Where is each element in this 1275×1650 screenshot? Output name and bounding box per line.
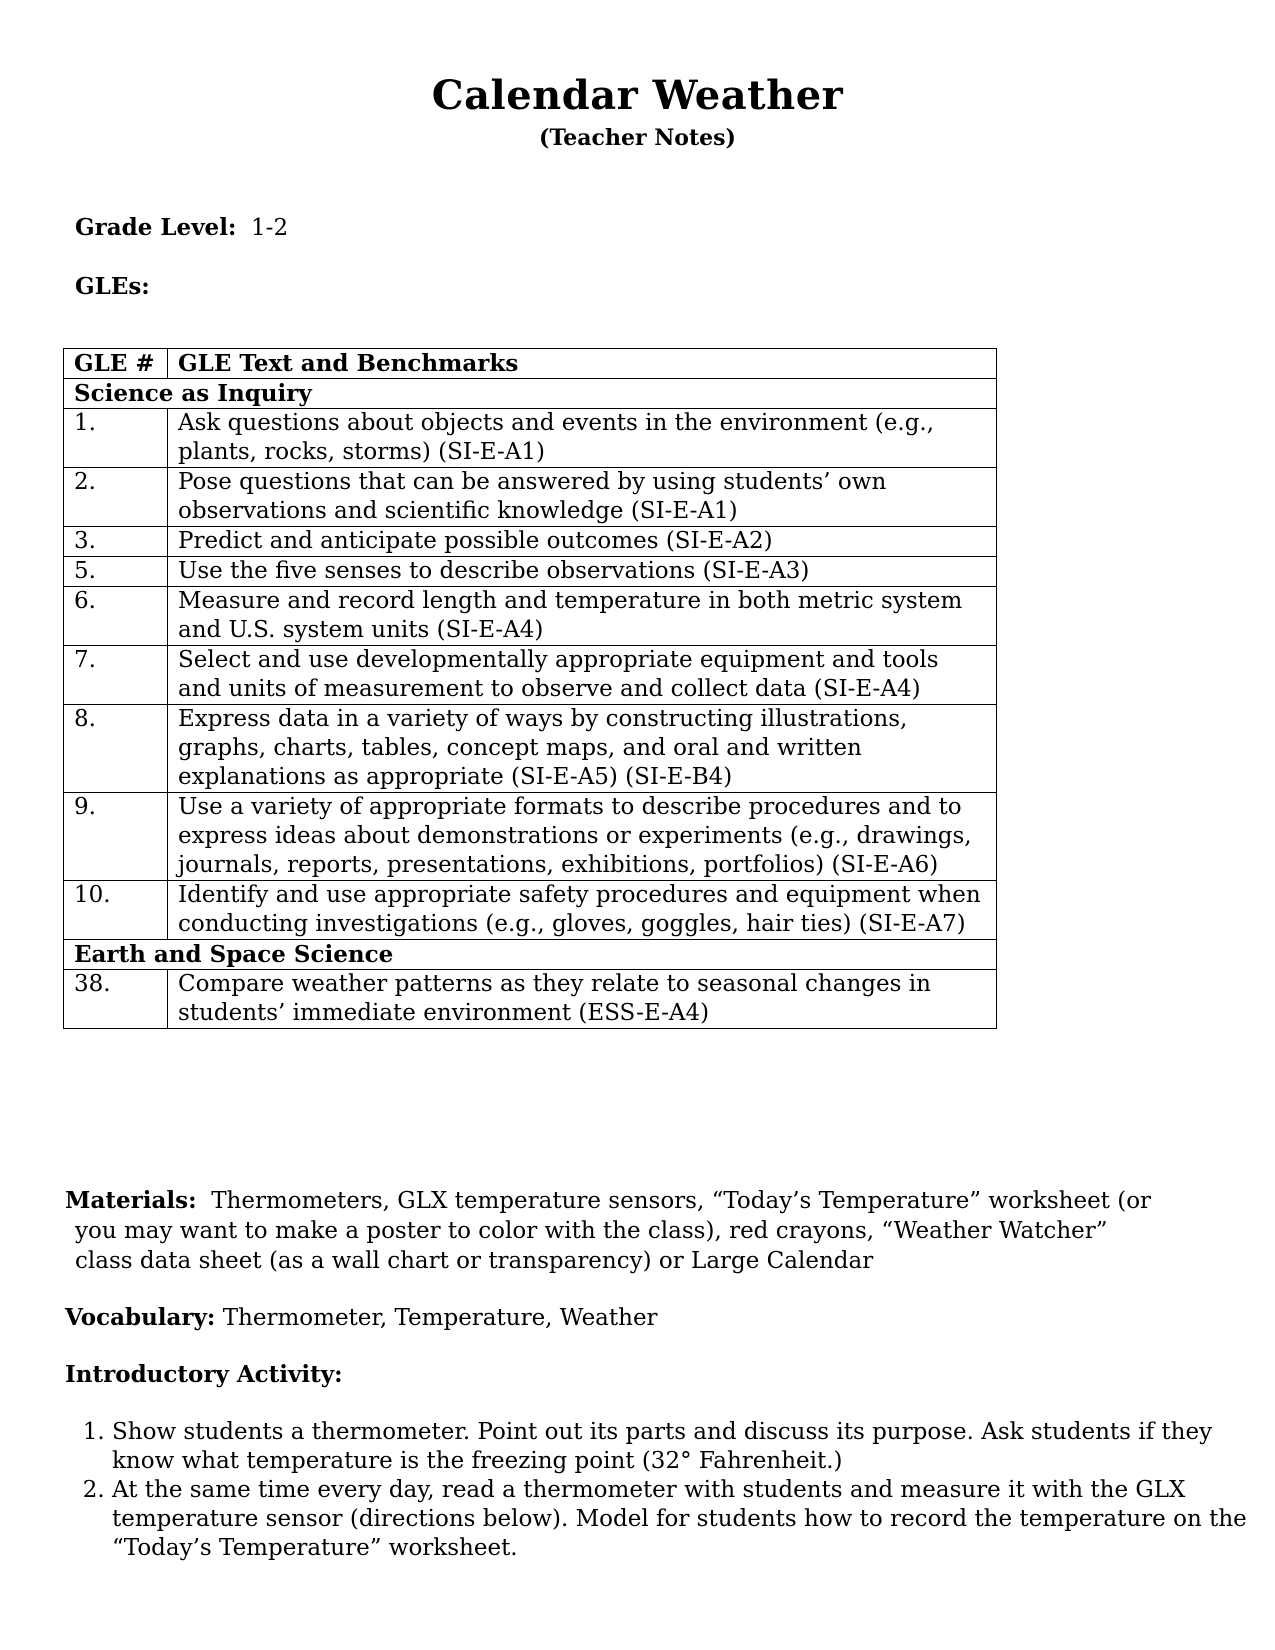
gle-number: 6. [64, 587, 168, 646]
gle-number: 10. [64, 881, 168, 940]
vocabulary-paragraph [65, 1303, 1215, 1333]
table-row [64, 646, 997, 705]
grade-level [75, 214, 288, 241]
vocabulary-label: Vocabulary: [65, 1304, 216, 1331]
list-item: 2. At the same time every day, read a thermometer with students and measure it with the GLX temperature sensor (directions below). Model for students how to record the temperature on the “Today’s Temperature” worksheet. [112, 1476, 1262, 1563]
section-name: Earth and Space Science [64, 940, 997, 970]
list-item: 1. Show students a thermometer. Point out its parts and discuss its purpose. Ask students if they know what temperature is the freezing point (32° Fahrenheit.) [112, 1418, 1262, 1476]
gle-text: Ask questions about objects and events in the environment (e.g., plants, rocks, storms) (SI-E-A1) [168, 409, 997, 468]
section-row [64, 379, 997, 409]
materials-text-3: class data sheet (as a wall chart or transparency) or Large Calendar [75, 1248, 874, 1274]
grade-level-label: Grade Level: [75, 214, 237, 241]
materials-paragraph [65, 1186, 1215, 1276]
gle-text: Express data in a variety of ways by constructing illustrations, graphs, charts, tables, concept maps, and oral and written explanations as appropriate (SI-E-A5) (SI-E-B4) [168, 705, 997, 793]
gle-text: Use a variety of appropriate formats to describe procedures and to express ideas about demonstrations or experiments (e.g., drawings, journals, reports, presentations, exhibitions, portfolios) (SI-E-A6) [168, 793, 997, 881]
page-title: Calendar Weather [431, 72, 844, 119]
table-row [64, 527, 997, 557]
table-row [64, 468, 997, 527]
gle-text: Use the five senses to describe observations (SI-E-A3) [168, 557, 997, 587]
gle-number: 8. [64, 705, 168, 793]
section-name: Science as Inquiry [64, 379, 997, 409]
gles-heading [75, 273, 150, 300]
gle-number: 3. [64, 527, 168, 557]
table-row [64, 970, 997, 1029]
table-row [64, 557, 997, 587]
introductory-activity-heading: Introductory Activity: [65, 1361, 343, 1388]
table-row [64, 793, 997, 881]
gle-text: Select and use developmentally appropriate equipment and tools and units of measurement to observe and collect data (SI-E-A4) [168, 646, 997, 705]
gle-number: 2. [64, 468, 168, 527]
materials-line [65, 1186, 1215, 1216]
header-gle-number: GLE # [64, 349, 168, 379]
gle-text: Identify and use appropriate safety procedures and equipment when conducting investigations (e.g., gloves, goggles, hair ties) (SI-E-A7) [168, 881, 997, 940]
gle-number: 7. [64, 646, 168, 705]
vocabulary-value: Thermometer, Temperature, Weather [222, 1305, 658, 1331]
gle-table [63, 348, 997, 1029]
gle-number: 9. [64, 793, 168, 881]
table-row [64, 705, 997, 793]
grade-level-value: 1-2 [251, 215, 289, 241]
gles-label: GLEs: [75, 273, 150, 300]
table-row [64, 587, 997, 646]
gle-text: Measure and record length and temperature in both metric system and U.S. system units (SI-E-A4) [168, 587, 997, 646]
gle-number: 5. [64, 557, 168, 587]
gle-number: 1. [64, 409, 168, 468]
table-header-row [64, 349, 997, 379]
materials-text-2: you may want to make a poster to color with the class), red crayons, “Weather Watcher” [75, 1218, 1108, 1244]
gle-text: Pose questions that can be answered by using students’ own observations and scientific knowledge (SI-E-A1) [168, 468, 997, 527]
table-row [64, 409, 997, 468]
gle-number: 38. [64, 970, 168, 1029]
materials-text-1: Thermometers, GLX temperature sensors, “Today’s Temperature” worksheet (or [211, 1188, 1152, 1214]
gle-text: Predict and anticipate possible outcomes (SI-E-A2) [168, 527, 997, 557]
activity-steps-list [65, 1418, 1262, 1563]
section-row [64, 940, 997, 970]
page-subtitle: (Teacher Notes) [539, 125, 736, 151]
gle-text: Compare weather patterns as they relate to seasonal changes in students’ immediate environment (ESS-E-A4) [168, 970, 997, 1029]
table-row [64, 881, 997, 940]
materials-label: Materials: [65, 1187, 197, 1214]
header-gle-text: GLE Text and Benchmarks [168, 349, 997, 379]
